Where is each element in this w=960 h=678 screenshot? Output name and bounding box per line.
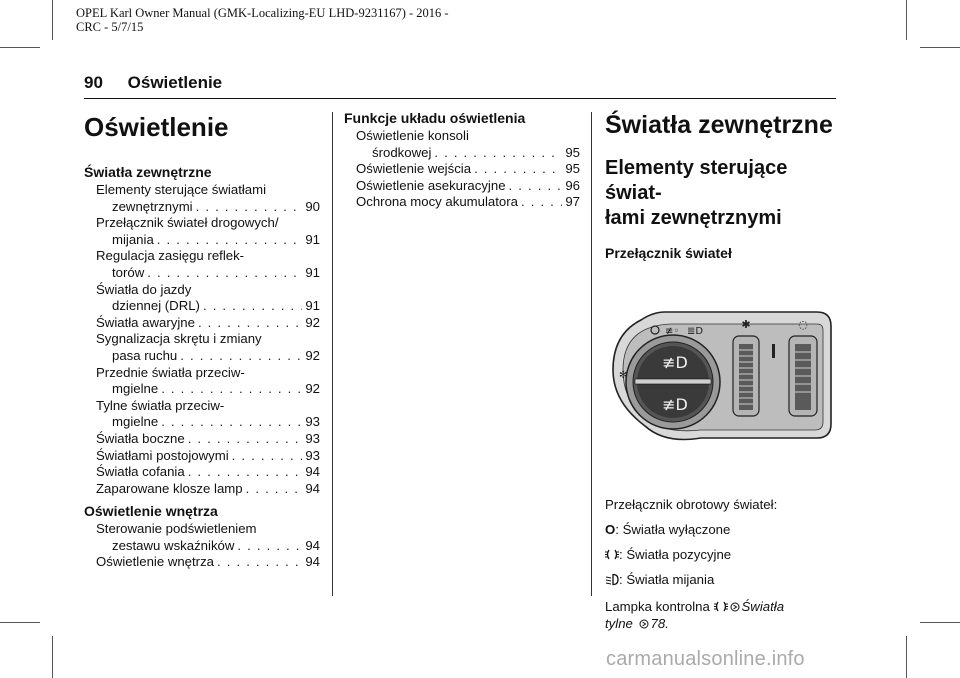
toc-entry-line [96, 265, 320, 282]
toc-entry-title: Przełącznik świateł drogowych/ [96, 215, 279, 231]
toc-entry[interactable] [84, 315, 320, 332]
toc-leader-dots [521, 194, 562, 211]
toc-entry-line [96, 538, 320, 555]
toc-entry[interactable] [84, 554, 320, 571]
meta-line: OPEL Karl Owner Manual (GMK-Localizing-EU LHD-9231167) - 2016 - [76, 6, 449, 20]
toc-leader-dots [161, 414, 302, 431]
toc-entry-line [96, 464, 320, 481]
column-divider [332, 112, 333, 596]
toc-entry-title: Światła awaryjne [96, 314, 195, 330]
toc-entry-title: Ochrona mocy akumulatora [356, 194, 518, 210]
toc-page-number: 93 [305, 447, 320, 463]
reference-page[interactable]: 78. [650, 616, 669, 631]
low-beam-icon [605, 573, 619, 586]
crop-mark [0, 622, 40, 623]
toc-page-number: 96 [565, 177, 580, 193]
toc-entry-title: Sterowanie podświetleniem [96, 521, 257, 537]
toc-entry-line [96, 431, 320, 448]
toc-entry-title: Światłami postojowymi [96, 447, 229, 463]
toc-section-title: Oświetlenie wnętrza [84, 503, 218, 520]
crop-mark [920, 622, 960, 623]
toc-entry-title: Sygnalizacja skrętu i zmiany [96, 331, 262, 347]
crop-mark [920, 47, 960, 48]
toc-entry-title: mgielne [112, 414, 159, 430]
toc-entry-title: zestawu wskaźników [112, 537, 235, 553]
toc-page-number: 95 [565, 161, 580, 177]
toc-leader-dots [147, 265, 302, 282]
crop-mark [52, 0, 53, 40]
toc-entry-title: Oświetlenie asekuracyjne [356, 177, 506, 193]
toc-page-number: 91 [305, 231, 320, 247]
chapter-title: Oświetlenie [84, 112, 229, 142]
document-meta [76, 6, 449, 34]
light-switch-illustration [605, 306, 835, 454]
toc-leader-dots [157, 232, 303, 249]
toc-page-number: 92 [305, 381, 320, 397]
toc-entry[interactable] [344, 194, 580, 211]
toc-entry-line [96, 381, 320, 398]
crop-mark [0, 47, 40, 48]
toc-leader-dots [203, 298, 302, 315]
svg-text:✻: ✻ [619, 370, 628, 381]
subsection-heading [605, 156, 845, 231]
toc-entry-title: Zaparowane klosze lamp [96, 480, 243, 496]
toc-entry-title: dziennej (DRL) [112, 298, 200, 314]
toc-entry[interactable] [84, 215, 320, 248]
toc-leader-dots [196, 199, 303, 216]
section-heading: Światła zewnętrzne [605, 111, 833, 139]
reference-arrow-icon [730, 602, 740, 612]
toc-entry-line [356, 145, 580, 162]
toc-entry-title: zewnętrznymi [112, 198, 193, 214]
subsection-heading-line: Elementy sterujące świat- [605, 157, 788, 204]
legend-text: : Światła pozycyjne [619, 547, 732, 562]
legend-item-position [605, 546, 845, 563]
toc-entry[interactable] [84, 481, 320, 498]
svg-text:≣D: ≣D [687, 326, 704, 337]
toc-entry-title: torów [112, 264, 145, 280]
toc-leader-dots [188, 431, 303, 448]
crop-mark [52, 636, 53, 678]
toc-entry[interactable] [84, 248, 320, 281]
toc-page-number: 91 [305, 264, 320, 280]
toc-section-entries [84, 521, 320, 571]
toc-entry-line [96, 298, 320, 315]
watermark: carmanualsonline.info [606, 648, 805, 670]
toc-leader-dots [161, 381, 302, 398]
toc-page-number: 94 [305, 480, 320, 496]
indicator-text: Lampka kontrolna [605, 599, 710, 614]
toc-leader-dots [434, 145, 562, 162]
toc-entry-title: mijania [112, 231, 154, 247]
toc-entry-title: mgielne [112, 381, 159, 397]
reference-arrow-icon [639, 619, 649, 629]
svg-text:✱: ✱ [741, 318, 751, 331]
content-column [605, 110, 845, 640]
figure-caption: Przełącznik obrotowy świateł: [605, 497, 778, 512]
svg-text:◌: ◌ [798, 318, 808, 331]
toc-entry-line [356, 194, 580, 211]
toc-page-number: 91 [305, 298, 320, 314]
toc-entry[interactable] [84, 464, 320, 481]
page-number: 90 [84, 73, 103, 92]
toc-entry-title: Światła boczne [96, 430, 185, 446]
toc-entry[interactable] [84, 331, 320, 364]
toc-section-entries [84, 182, 320, 497]
toc-section-title: Funkcje układu oświetlenia [344, 110, 526, 126]
position-light-icon [714, 600, 728, 613]
toc-leader-dots [232, 448, 303, 465]
toc-entry[interactable] [84, 448, 320, 465]
toc-entry-line [96, 199, 320, 216]
toc-entry-line [96, 232, 320, 249]
toc-entry[interactable] [84, 398, 320, 431]
toc-entry-line [96, 348, 320, 365]
legend-item-off [605, 521, 845, 538]
toc-entry[interactable] [84, 521, 320, 554]
off-key: O [605, 522, 616, 537]
svg-text:≢D: ≢D [662, 353, 688, 372]
toc-page-number: 92 [305, 314, 320, 330]
toc-page-number: 94 [305, 554, 320, 570]
toc-entry[interactable] [344, 178, 580, 195]
toc-leader-dots [237, 538, 302, 555]
toc-column-2 [344, 110, 580, 211]
toc-leader-dots [188, 464, 303, 481]
indicator-paragraph [605, 598, 845, 632]
toc-entry-title: Przednie światła przeciw- [96, 364, 245, 380]
toc-page-number: 93 [305, 430, 320, 446]
toc-entry-title: Oświetlenie konsoli [356, 128, 469, 143]
reference-link-title[interactable]: tylne [605, 616, 633, 631]
toc-leader-dots [246, 481, 303, 498]
toc-leader-dots [180, 348, 302, 365]
toc-entry-title: Regulacja zasięgu reflek- [96, 248, 245, 264]
toc-page-number: 90 [305, 198, 320, 214]
light-switch-drawing [605, 306, 835, 454]
meta-line: CRC - 5/7/15 [76, 20, 144, 34]
toc-entry-line [96, 448, 320, 465]
toc-entry[interactable] [84, 431, 320, 448]
legend-item-low-beam [605, 571, 845, 588]
toc-page-number: 92 [305, 347, 320, 363]
toc-leader-dots [217, 554, 302, 571]
page-header [84, 73, 222, 93]
toc-entry-title: Elementy sterujące światłami [96, 182, 267, 197]
toc-entry-line [96, 315, 320, 332]
toc-leader-dots [198, 315, 302, 332]
toc-entry-title: Oświetlenie wnętrza [96, 554, 215, 570]
toc-leader-dots [474, 161, 562, 178]
toc-entry-line [356, 161, 580, 178]
toc-entry-title: Światła cofania [96, 464, 185, 480]
toc-page-number: 94 [305, 537, 320, 553]
legend-text: : Światła mijania [619, 572, 715, 587]
toc-section-title: Światła zewnętrzne [84, 164, 212, 180]
toc-entry[interactable] [344, 128, 580, 161]
toc-page-number: 95 [565, 144, 580, 160]
toc-page-number: 93 [305, 414, 320, 430]
toc-entry-line [96, 414, 320, 431]
toc-entry-title: Oświetlenie wejścia [356, 161, 472, 177]
toc-entry-title: Tylne światła przeciw- [96, 397, 225, 413]
page-section: Oświetlenie [127, 73, 223, 92]
crop-mark [906, 636, 907, 678]
toc-leader-dots [509, 178, 563, 195]
reference-link-title[interactable]: Światła [741, 599, 785, 614]
toc-entry[interactable] [84, 182, 320, 215]
position-light-icon [605, 548, 619, 561]
toc-entry[interactable] [84, 282, 320, 315]
toc-section-entries [344, 128, 580, 211]
toc-entry-title: pasa ruchu [112, 347, 178, 363]
legend-text: : Światła wyłączone [615, 522, 731, 537]
toc-page-number: 97 [565, 194, 580, 210]
header-rule [84, 98, 836, 99]
toc-entry[interactable] [344, 161, 580, 178]
toc-entry-title: środkowej [372, 144, 432, 160]
topic-heading: Przełącznik świateł [605, 245, 732, 261]
toc-entry-line [96, 481, 320, 498]
svg-text:≢◦: ≢◦ [665, 326, 680, 337]
svg-text:≢D: ≢D [662, 395, 688, 414]
toc-entry-title: Światła do jazdy [96, 281, 192, 297]
subsection-heading-line: łami zewnętrznymi [605, 207, 782, 229]
crop-mark [906, 0, 907, 40]
column-divider [591, 112, 592, 596]
toc-entry-line [356, 178, 580, 195]
toc-page-number: 94 [305, 464, 320, 480]
toc-entry-line [96, 554, 320, 571]
toc-entry[interactable] [84, 365, 320, 398]
toc-column-1 [84, 112, 320, 571]
